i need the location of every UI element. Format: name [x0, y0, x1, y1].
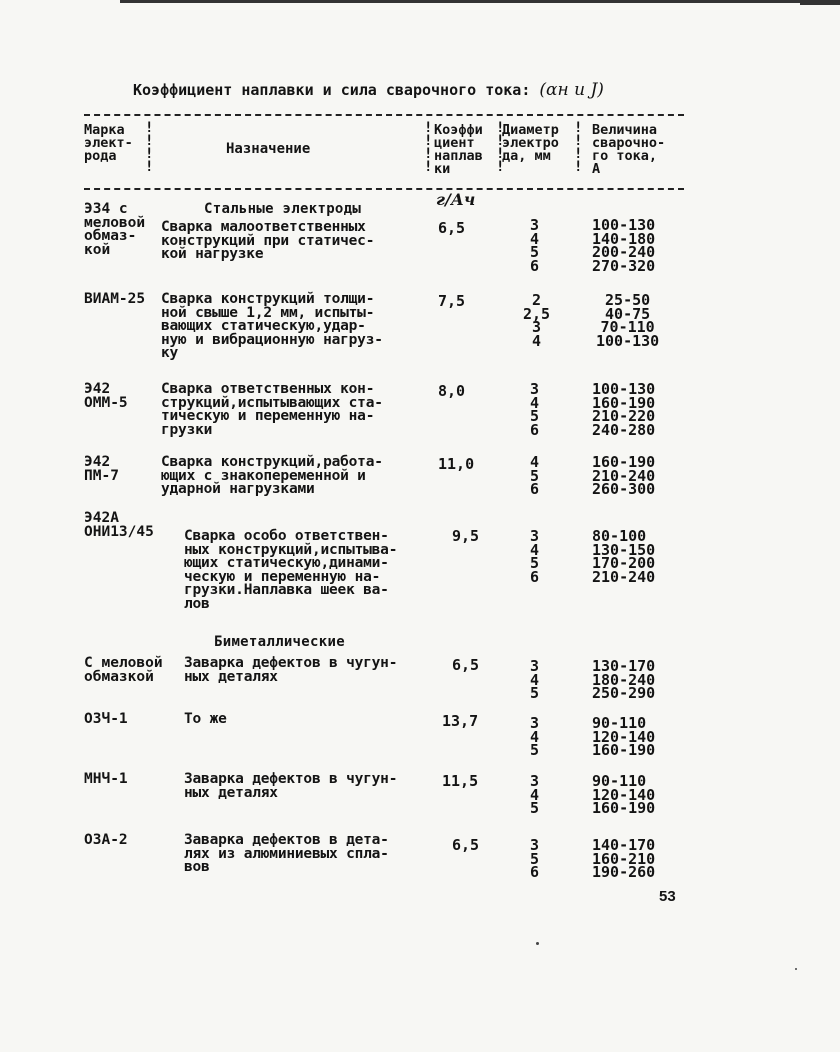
- header-bottom-rule: [84, 188, 684, 190]
- page-number: 53: [659, 888, 676, 905]
- header-diameter: Диаметр электро да, мм: [502, 122, 559, 164]
- row-coefficient: 6,5: [438, 219, 466, 237]
- row-currents: 140-170 160-210 190-260: [592, 836, 656, 881]
- row-coefficient: 11,0: [438, 455, 475, 473]
- row-brand: Э34 с меловой обмаз- кой: [84, 201, 146, 258]
- row-purpose: Заварка дефектов в чугун- ных деталях: [184, 655, 398, 685]
- section-steel-electrodes: Стальные электроды: [204, 201, 362, 217]
- row-coefficient: 8,0: [438, 382, 466, 400]
- row-brand: С меловой обмазкой: [84, 655, 163, 685]
- row-coefficient: 9,5: [452, 527, 480, 545]
- row-diameters: 3 4 5 6: [530, 216, 540, 275]
- section-bimetallic: Биметаллические: [214, 634, 345, 650]
- row-purpose: То же: [184, 711, 227, 727]
- header-purpose: Назначение: [226, 141, 311, 157]
- column-separator: ! ! ! !: [424, 120, 433, 175]
- row-coefficient: 13,7: [442, 712, 479, 730]
- row-diameters: 2 2,5 3 4: [523, 291, 551, 350]
- page-title: [133, 80, 604, 100]
- row-diameters: 4 5 6: [530, 453, 540, 498]
- row-diameters: 3 5 6: [530, 836, 540, 881]
- row-diameters: 3 4 5 6: [530, 527, 540, 586]
- handwritten-unit: г/Ач: [436, 190, 476, 209]
- column-separator: ! ! ! !: [145, 120, 154, 175]
- row-purpose: Сварка ответственных кон- струкций,испытывающих ста- тическую и переменную на- грузки: [161, 381, 383, 438]
- row-brand: МНЧ-1: [84, 771, 128, 787]
- row-purpose: Сварка конструкций толщи- ной свыше 1,2 мм, испыты- вающих статическую,удар- ную и вибрационную нагруз- ку: [161, 291, 383, 361]
- row-currents: 80-100 130-150 170-200 210-240: [592, 527, 656, 586]
- row-purpose: Заварка дефектов в дета- лях из алюминиевых спла- вов: [184, 832, 389, 875]
- row-diameters: 3 4 5 6: [530, 380, 540, 439]
- row-currents: 130-170 180-240 250-290: [592, 657, 656, 702]
- scan-speck: [536, 942, 539, 945]
- row-brand: ОЗА-2: [84, 832, 128, 848]
- row-currents: 25-50 40-75 70-110 100-130: [596, 291, 660, 350]
- row-currents: 100-130 140-180 200-240 270-320: [592, 216, 656, 275]
- title-text: Коэффициент наплавки и сила сварочного тока:: [133, 81, 531, 99]
- row-purpose: Сварка особо ответствен- ных конструкций,испытыва- ющих статическую,динами- ческую и переменную на- грузки.Наплавка шеек ва- лов: [184, 528, 398, 612]
- row-purpose: Сварка конструкций,работа- ющих с знакопеременной и ударной нагрузками: [161, 454, 383, 497]
- row-diameters: 3 4 5: [530, 657, 540, 702]
- column-separator: ! ! ! !: [496, 120, 505, 175]
- row-purpose: Заварка дефектов в чугун- ных деталях: [184, 771, 398, 801]
- row-currents: 100-130 160-190 210-220 240-280: [592, 380, 656, 439]
- row-currents: 90-110 120-140 160-190: [592, 714, 656, 759]
- row-purpose: Сварка малоответственных конструкций при статичес- кой нагрузке: [161, 219, 375, 262]
- table-top-rule: [84, 114, 684, 116]
- title-handwritten-note: (αн и J): [539, 80, 604, 100]
- scan-speck: [795, 968, 797, 970]
- row-coefficient: 6,5: [452, 836, 480, 854]
- row-currents: 160-190 210-240 260-300: [592, 453, 656, 498]
- row-brand: Э42А ОНИ13/45: [84, 510, 154, 540]
- header-coefficient: Коэффи циент наплав ки: [434, 122, 483, 177]
- row-brand: ОЗЧ-1: [84, 711, 128, 727]
- row-currents: 90-110 120-140 160-190: [592, 772, 656, 817]
- row-brand: ВИАМ-25: [84, 291, 146, 307]
- header-brand: Марка элект- рода: [84, 122, 133, 164]
- row-diameters: 3 4 5: [530, 714, 540, 759]
- row-brand: Э42 ПМ-7: [84, 454, 119, 484]
- scan-top-edge-2: [800, 3, 840, 5]
- row-coefficient: 7,5: [438, 292, 466, 310]
- column-separator: ! ! ! !: [574, 120, 583, 175]
- scan-top-edge: [120, 0, 840, 3]
- row-diameters: 3 4 5: [530, 772, 540, 817]
- row-coefficient: 11,5: [442, 772, 479, 790]
- row-brand: Э42 ОММ-5: [84, 381, 128, 411]
- row-coefficient: 6,5: [452, 656, 480, 674]
- header-current: Величина сварочно- го тока, А: [592, 122, 666, 177]
